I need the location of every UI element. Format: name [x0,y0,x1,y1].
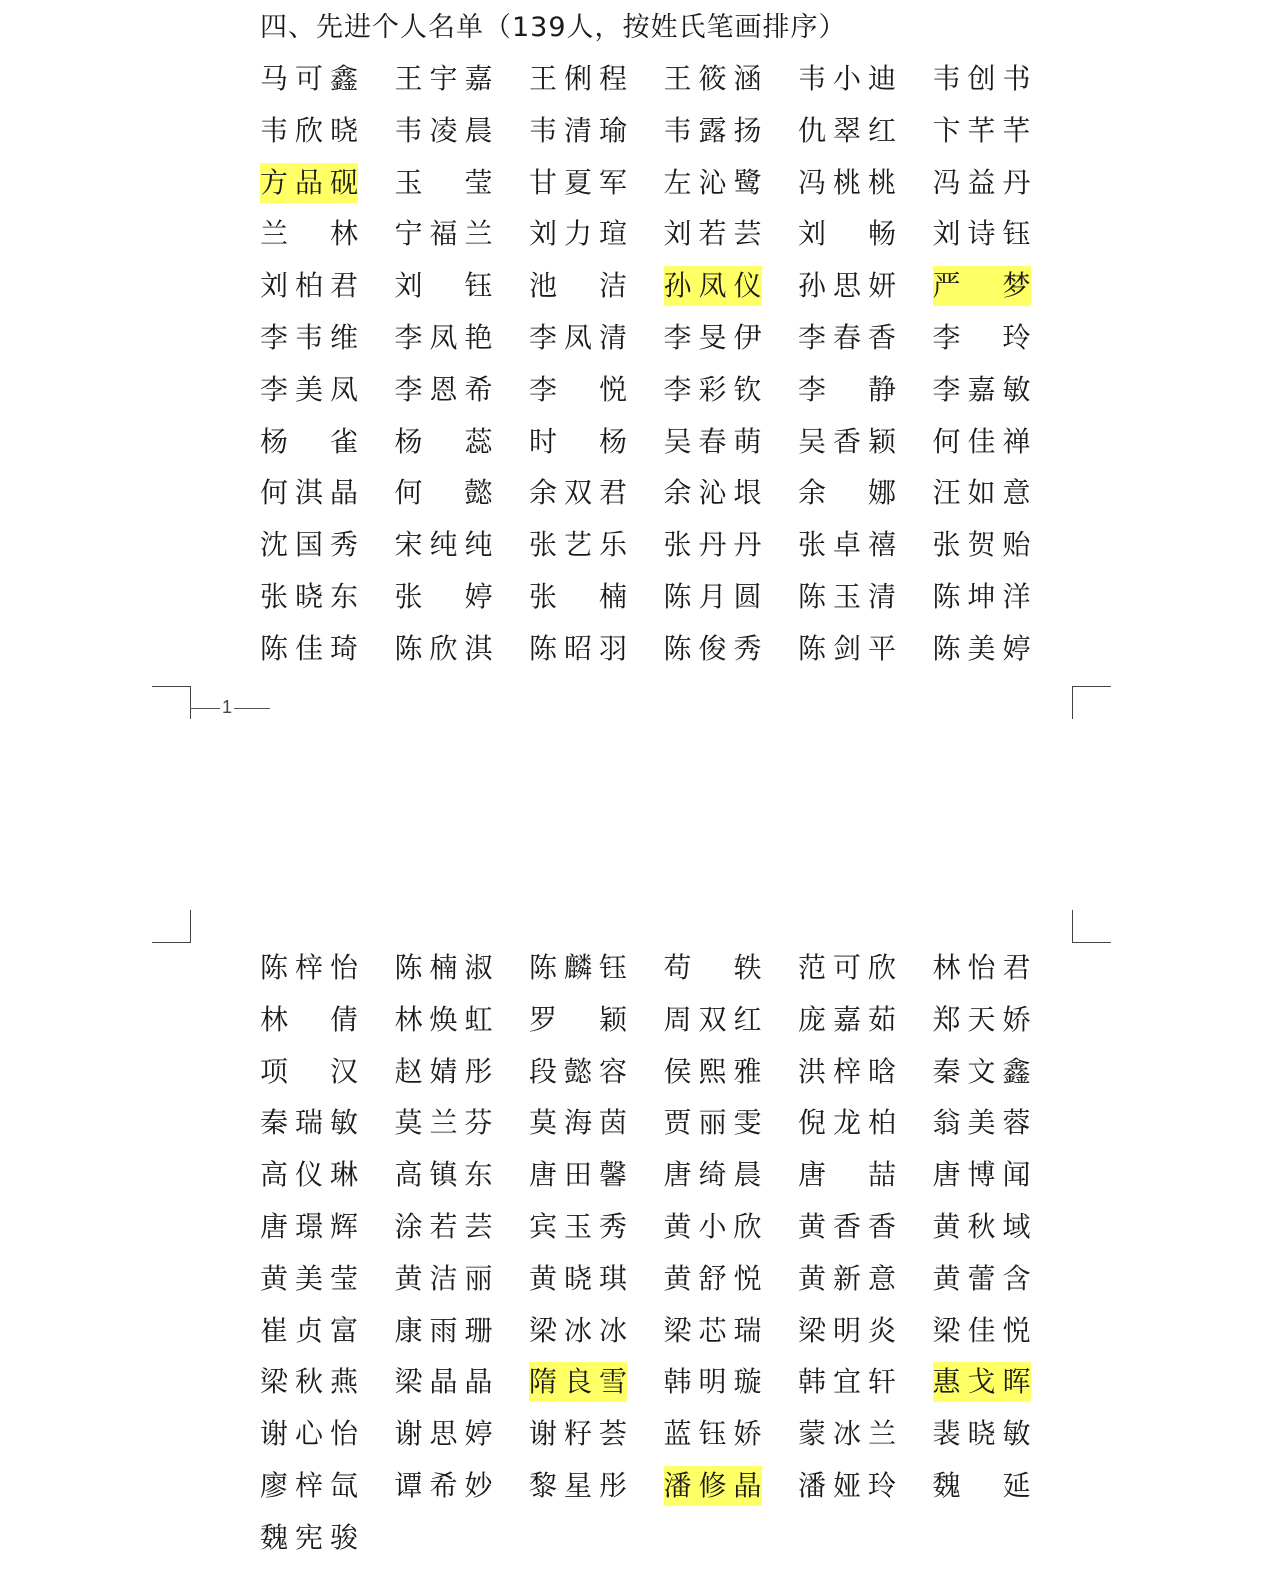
name-entry [529,1203,664,1247]
name-entry [260,1514,395,1558]
name-text: 余沁垠 [663,476,762,510]
name-text: 李旻伊 [663,320,762,354]
name-text: 余双君 [529,476,627,510]
name-list-page-one [260,55,1067,677]
name-entry [529,1255,664,1299]
name-text: 李玲 [932,320,1031,354]
name-text: 魏延 [932,1468,1031,1502]
name-text: 惠戈晖 [933,1362,1031,1402]
name-text: 张婷 [394,579,493,613]
name-entry [395,210,530,254]
name-text: 潘修晶 [664,1466,762,1506]
name-text: 唐璟辉 [260,1209,358,1243]
name-text: 宁福兰 [394,217,493,251]
name-entry [798,469,933,513]
name-text: 张丹丹 [663,528,762,562]
name-text: 刘钰 [394,269,493,303]
name-entry [260,1099,395,1143]
name-entry [395,1307,530,1351]
name-entry [529,1048,664,1092]
name-entry [933,159,1068,203]
name-entry [664,1099,799,1143]
name-text: 隋良雪 [529,1362,627,1402]
name-text: 冯桃桃 [798,165,896,199]
name-entry [664,262,799,306]
name-text: 李悦 [529,372,627,406]
name-text: 杨蕊 [394,424,493,458]
name-entry [933,1048,1068,1092]
name-text: 高镇东 [394,1158,493,1192]
name-entry [529,107,664,151]
name-entry [664,1462,799,1506]
name-entry [529,1410,664,1454]
name-text: 李凤艳 [394,320,493,354]
name-text: 蒙冰兰 [798,1417,896,1451]
name-text: 王俐程 [529,62,627,95]
name-entry [395,996,530,1040]
name-entry [798,1151,933,1195]
name-text: 吴香颖 [798,424,896,458]
name-entry [933,1151,1068,1195]
name-entry [933,1462,1068,1506]
name-text: 翁美蓉 [932,1106,1031,1140]
name-text: 黄晓琪 [529,1261,627,1295]
name-text: 李静 [798,372,896,406]
name-text: 黄香香 [798,1209,896,1243]
name-entry [260,107,395,151]
name-entry [529,1099,664,1143]
name-entry [260,1462,395,1506]
name-entry [664,210,799,254]
name-entry [798,1410,933,1454]
page-number-value: 1 [222,697,233,717]
name-entry [933,1099,1068,1143]
name-entry [529,625,664,669]
name-entry [798,55,933,99]
name-text: 黄舒悦 [663,1261,762,1295]
name-text: 梁冰冰 [529,1313,627,1347]
name-entry [933,1255,1068,1299]
name-entry [260,1151,395,1195]
name-entry [529,521,664,565]
name-entry [933,944,1068,988]
name-entry [664,107,799,151]
name-text: 沈国秀 [260,528,358,562]
name-entry [529,1462,664,1506]
name-entry [798,1048,933,1092]
name-entry [798,996,933,1040]
name-text: 黄洁丽 [394,1261,493,1295]
name-text: 何淇晶 [260,476,358,510]
name-text: 黄小欣 [663,1209,762,1243]
name-entry [529,1358,664,1402]
name-text: 涂若芸 [394,1209,493,1243]
name-entry [664,1151,799,1195]
name-text: 庞嘉茹 [798,1002,896,1036]
name-text: 林怡君 [932,951,1031,984]
name-text: 方品砚 [260,163,358,203]
name-text: 莫兰芬 [394,1106,493,1140]
name-entry [529,159,664,203]
name-text: 陈月圆 [663,579,762,613]
name-text: 李嘉敏 [932,372,1031,406]
name-entry [395,1255,530,1299]
name-text: 黎星彤 [529,1468,627,1502]
name-entry [798,1462,933,1506]
name-text: 韦凌晨 [394,113,493,147]
name-entry [260,625,395,669]
name-text: 时杨 [529,424,627,458]
name-entry [395,469,530,513]
name-entry [260,1358,395,1402]
name-text: 赵婧彤 [394,1054,493,1088]
name-entry [933,996,1068,1040]
name-entry [395,1151,530,1195]
name-entry [798,314,933,358]
name-text: 梁芯瑞 [663,1313,762,1347]
name-entry [798,1307,933,1351]
name-entry [260,1203,395,1247]
name-entry [933,1203,1068,1247]
name-entry [798,625,933,669]
name-entry [260,210,395,254]
name-text: 谢思婷 [394,1417,493,1451]
name-text: 李春香 [798,320,896,354]
name-entry [933,521,1068,565]
name-text: 侯熙雅 [663,1054,762,1088]
name-entry [664,55,799,99]
name-entry [529,366,664,410]
name-text: 刘诗钰 [932,217,1031,251]
name-text: 宾玉秀 [529,1209,627,1243]
name-entry [664,521,799,565]
name-text: 刘柏君 [260,269,358,303]
name-text: 陈美婷 [932,631,1031,665]
name-text: 韦欣晓 [260,113,358,147]
name-entry [529,944,664,988]
name-text: 李彩钦 [663,372,762,406]
name-text: 裴晓敏 [932,1417,1031,1451]
name-text: 倪龙柏 [798,1106,896,1140]
name-entry [798,573,933,617]
name-text: 韦小迪 [798,62,896,95]
name-text: 洪梓晗 [798,1054,896,1088]
name-entry [933,1358,1068,1402]
name-text: 李美凤 [260,372,358,406]
name-entry [395,1048,530,1092]
name-entry [395,1410,530,1454]
name-entry [664,1358,799,1402]
name-entry [260,1307,395,1351]
name-text: 陈梓怡 [260,951,358,984]
name-entry [933,210,1068,254]
name-entry [260,418,395,462]
name-entry [395,573,530,617]
name-entry [260,1255,395,1299]
name-text: 何佳禅 [932,424,1031,458]
name-entry [798,1099,933,1143]
name-entry [933,625,1068,669]
name-entry [933,55,1068,99]
name-text: 兰林 [260,217,358,251]
name-text: 陈昭羽 [529,631,627,665]
name-entry [260,996,395,1040]
name-entry [395,107,530,151]
name-text: 韩宜轩 [798,1365,896,1399]
name-entry [664,159,799,203]
name-text: 张晓东 [260,579,358,613]
name-text: 左沁鹭 [663,165,762,199]
name-text: 吴春萌 [663,424,762,458]
name-entry [933,1410,1068,1454]
name-entry [395,262,530,306]
name-entry [395,944,530,988]
name-entry [395,1358,530,1402]
name-text: 陈楠淑 [394,951,493,984]
name-entry [395,55,530,99]
name-text: 陈佳琦 [260,631,358,665]
name-entry [260,944,395,988]
name-entry [664,366,799,410]
name-text: 黄秋域 [932,1209,1031,1243]
name-text: 孙思妍 [798,269,896,303]
name-text: 苟轶 [663,951,762,984]
name-text: 余娜 [798,476,896,510]
name-text: 汪如意 [932,476,1031,510]
name-text: 唐田馨 [529,1158,627,1192]
name-entry [395,159,530,203]
name-entry [664,944,799,988]
name-entry [260,314,395,358]
name-text: 魏宪骏 [260,1520,358,1554]
name-entry [395,366,530,410]
name-text: 梁佳悦 [932,1313,1031,1347]
name-text: 刘若芸 [663,217,762,251]
name-text: 罗颖 [529,1002,627,1036]
name-text: 张楠 [529,579,627,613]
name-text: 梁晶晶 [394,1365,493,1399]
page-number [190,696,270,718]
name-text: 陈坤洋 [932,579,1031,613]
name-entry [664,1203,799,1247]
name-text: 项汉 [260,1054,358,1088]
name-entry [395,625,530,669]
name-entry [529,210,664,254]
name-text: 韦清瑜 [529,113,627,147]
name-text: 严梦 [933,266,1031,306]
name-entry [933,573,1068,617]
name-entry [664,1410,799,1454]
name-text: 林倩 [260,1002,358,1036]
name-entry [933,314,1068,358]
name-text: 谭希妙 [394,1468,493,1502]
name-text: 陈俊秀 [663,631,762,665]
crop-mark-top-right [1072,686,1111,719]
name-text: 莫海茵 [529,1106,627,1140]
name-text: 梁秋燕 [260,1365,358,1399]
name-text: 张贺贻 [932,528,1031,562]
name-text: 秦文鑫 [932,1054,1031,1088]
name-entry [395,418,530,462]
name-text: 李恩希 [394,372,493,406]
name-entry [798,1358,933,1402]
name-text: 高仪琳 [260,1158,358,1192]
crop-mark-bottom-left [152,910,191,943]
name-text: 郑天娇 [932,1002,1031,1036]
name-text: 韦创书 [932,62,1031,95]
name-entry [798,159,933,203]
name-entry [664,1048,799,1092]
name-entry [260,573,395,617]
name-entry [260,159,395,203]
name-entry [529,573,664,617]
name-entry [529,314,664,358]
name-text: 周双红 [663,1002,762,1036]
name-text: 王筱涵 [663,62,762,95]
name-entry [664,1255,799,1299]
name-text: 唐博闻 [932,1158,1031,1192]
name-entry [395,1203,530,1247]
name-entry [664,418,799,462]
name-list-page-two [260,944,1067,1566]
name-entry [798,944,933,988]
name-text: 马可鑫 [260,62,358,95]
name-entry [933,262,1068,306]
name-text: 黄美莹 [260,1261,358,1295]
name-entry [529,996,664,1040]
name-text: 刘畅 [798,217,896,251]
crop-mark-bottom-right [1072,910,1111,943]
name-text: 林焕虹 [394,1002,493,1036]
name-text: 陈玉清 [798,579,896,613]
page-number-dash [190,708,220,709]
name-text: 梁明炎 [798,1313,896,1347]
name-text: 池洁 [529,269,627,303]
name-text: 杨雀 [260,424,358,458]
name-entry [529,1151,664,1195]
name-text: 唐喆 [798,1158,896,1192]
name-entry [798,210,933,254]
name-entry [664,573,799,617]
name-text: 谢心怡 [260,1417,358,1451]
name-text: 冯益丹 [932,165,1031,199]
name-text: 秦瑞敏 [260,1106,358,1140]
name-entry [664,1307,799,1351]
name-entry [798,262,933,306]
name-text: 段懿容 [529,1054,627,1088]
name-entry [260,469,395,513]
name-entry [933,107,1068,151]
name-text: 仇翠红 [798,113,896,147]
name-entry [798,1255,933,1299]
name-entry [260,366,395,410]
name-entry [529,1307,664,1351]
name-text: 廖梓氙 [260,1468,358,1502]
name-text: 崔贞富 [260,1313,358,1347]
name-text: 谢籽荟 [529,1417,627,1451]
name-entry [933,418,1068,462]
name-text: 黄新意 [798,1261,896,1295]
crop-mark-top-left [152,686,191,719]
name-text: 陈欣淇 [394,631,493,665]
name-text: 宋纯纯 [394,528,493,562]
name-text: 蓝钰娇 [663,1417,762,1451]
name-entry [529,55,664,99]
name-entry [664,996,799,1040]
name-text: 甘夏军 [529,165,627,199]
name-text: 张卓禧 [798,528,896,562]
name-entry [395,314,530,358]
name-text: 王宇嘉 [394,62,493,95]
name-entry [933,366,1068,410]
page-number-dash [234,708,270,709]
name-entry [933,469,1068,513]
name-entry [395,521,530,565]
name-text: 黄蕾含 [932,1261,1031,1295]
name-entry [260,1048,395,1092]
name-entry [260,521,395,565]
name-entry [529,418,664,462]
name-entry [529,262,664,306]
name-text: 张艺乐 [529,528,627,562]
name-text: 李韦维 [260,320,358,354]
name-entry [395,1099,530,1143]
name-text: 韦露扬 [663,113,762,147]
name-text: 何懿 [394,476,493,510]
name-entry [260,1410,395,1454]
name-entry [664,469,799,513]
name-text: 玉莹 [394,165,493,199]
name-text: 韩明璇 [663,1365,762,1399]
name-text: 刘力瑄 [529,217,627,251]
name-text: 潘娅玲 [798,1468,896,1502]
name-entry [798,521,933,565]
name-entry [798,107,933,151]
name-entry [798,418,933,462]
name-text: 陈麟钰 [529,951,627,984]
name-entry [798,366,933,410]
name-entry [664,625,799,669]
name-entry [933,1307,1068,1351]
name-text: 陈剑平 [798,631,896,665]
name-text: 李凤清 [529,320,627,354]
name-text: 贾丽雯 [663,1106,762,1140]
name-entry [798,1203,933,1247]
name-text: 卞芊芊 [932,113,1031,147]
name-entry [260,55,395,99]
name-entry [529,469,664,513]
name-text: 范可欣 [798,951,896,984]
name-entry [395,1462,530,1506]
name-text: 康雨珊 [394,1313,493,1347]
name-text: 唐绮晨 [663,1158,762,1192]
list-heading: 四、先进个人名单（139人，按姓氏笔画排序） [260,12,847,43]
name-entry [664,314,799,358]
name-entry [260,262,395,306]
name-text: 孙凤仪 [664,266,762,306]
